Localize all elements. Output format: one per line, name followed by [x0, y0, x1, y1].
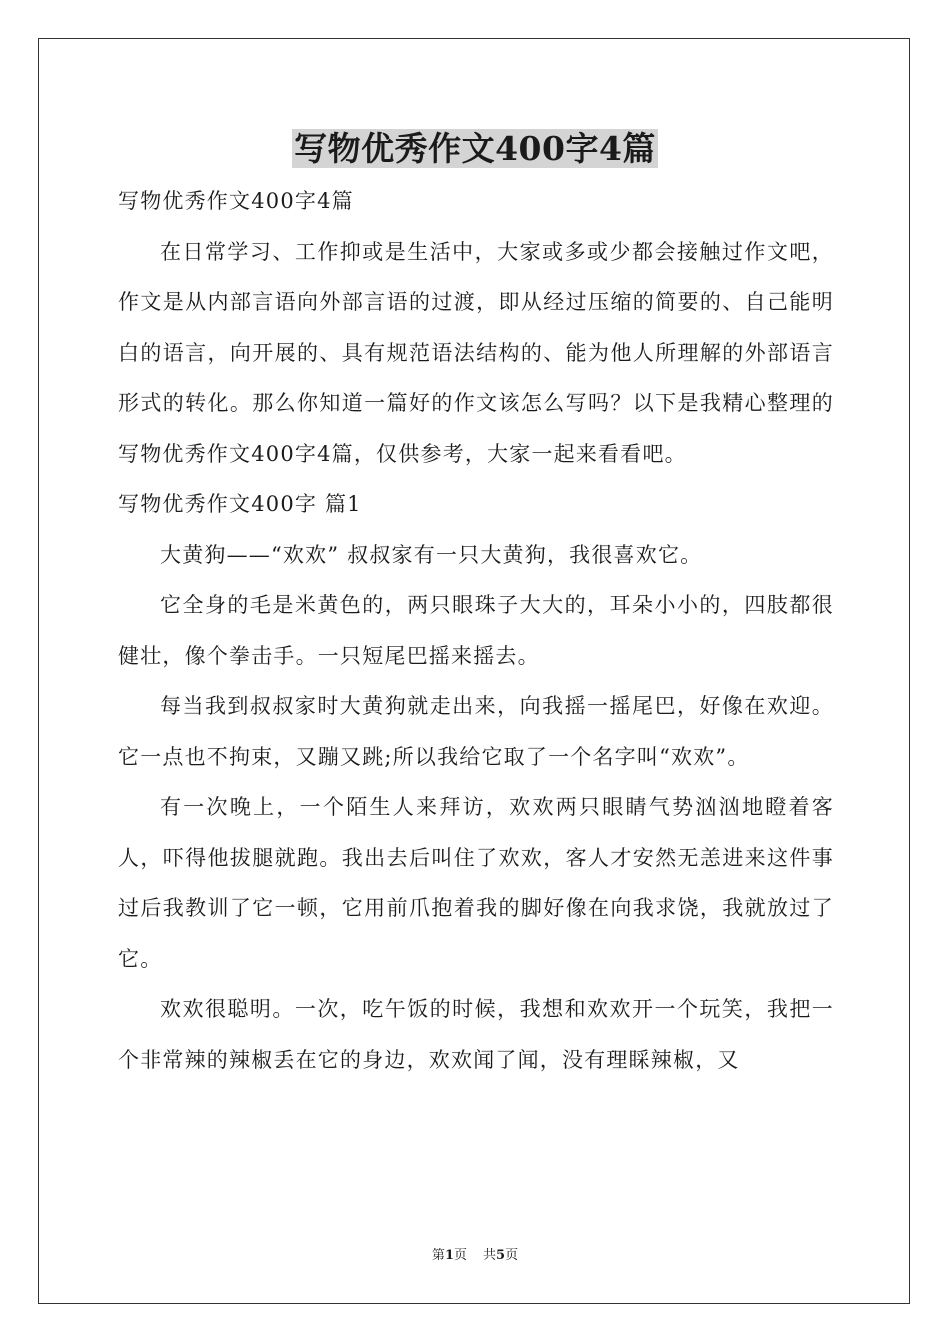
page-prefix: 第 [431, 1248, 445, 1263]
page-current: 1 [444, 1248, 454, 1263]
page-footer [0, 1247, 950, 1265]
section-heading-1: 写物优秀作文400字 篇1 [118, 492, 362, 516]
document-body [118, 176, 834, 1085]
total-prefix: 共 [483, 1248, 497, 1263]
section-heading-intro: 写物优秀作文400字4篇 [118, 189, 354, 213]
body-paragraph: 它全身的毛是米黄色的，两只眼珠子大大的，耳朵小小的，四肢都很健壮，像个拳击手。一只短尾巴摇来摇去。 [118, 593, 834, 668]
document-title [0, 124, 950, 174]
page-total: 5 [496, 1248, 506, 1263]
page-suffix: 页 [453, 1248, 467, 1263]
body-paragraph: 有一次晚上，一个陌生人来拜访，欢欢两只眼睛气势汹汹地瞪着客人，吓得他拔腿就跑。我出去后叫住了欢欢，客人才安然无恙进来这件事过后我教训了它一顿，它用前爪抱着我的脚好像在向我求饶，我就放过了它。 [118, 795, 834, 971]
total-suffix: 页 [505, 1248, 519, 1263]
body-paragraph: 大黄狗——“欢欢” 叔叔家有一只大黄狗，我很喜欢它。 [160, 542, 703, 567]
intro-paragraph: 在日常学习、工作抑或是生活中，大家或多或少都会接触过作文吧，作文是从内部言语向外部言语的过渡，即从经过压缩的简要的、自己能明白的语言，向开展的、具有规范语法结构的、能为他人所理解的外部语言形式的转化。那么你知道一篇好的作文该怎么写吗？以下是我精心整理的写物优秀作文400字4篇，仅供参考，大家一起来看看吧。 [118, 239, 834, 466]
body-paragraph: 每当我到叔叔家时大黄狗就走出来，向我摇一摇尾巴，好像在欢迎。它一点也不拘束，又蹦又跳;所以我给它取了一个名字叫“欢欢”。 [118, 694, 834, 769]
document-title-text: 写物优秀作文400字4篇 [294, 129, 656, 168]
body-paragraph: 欢欢很聪明。一次，吃午饭的时候，我想和欢欢开一个玩笑，我把一个非常辣的辣椒丢在它的身边，欢欢闻了闻，没有理睬辣椒，又 [118, 997, 834, 1072]
